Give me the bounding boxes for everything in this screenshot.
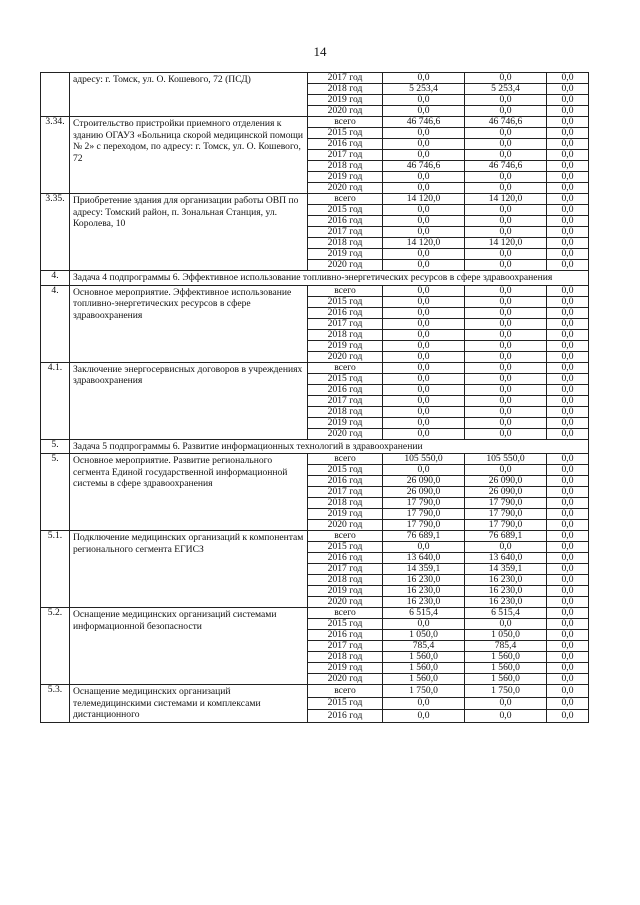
table-row (41, 685, 589, 698)
regional-budget-cell: 0,0 (465, 417, 547, 428)
regional-budget-cell: 26 090,0 (465, 487, 547, 498)
regional-budget-cell: 0,0 (465, 183, 547, 194)
year-cell: 2015 год (308, 619, 383, 630)
table-row (41, 531, 589, 542)
regional-budget-cell: 0,0 (465, 205, 547, 216)
regional-budget-cell: 0,0 (465, 428, 547, 439)
regional-budget-cell: 0,0 (465, 619, 547, 630)
total-cell: 0,0 (383, 296, 465, 307)
regional-budget-cell: 14 120,0 (465, 238, 547, 249)
item-description: Основное мероприятие. Эффективное использование топливно-энергетических ресурсов в сфере здравоохранения (70, 285, 308, 362)
total-cell: 0,0 (383, 139, 465, 150)
year-cell: 2017 год (308, 227, 383, 238)
other-cell: 0,0 (547, 205, 589, 216)
other-cell: 0,0 (547, 697, 589, 710)
year-cell: всего (308, 194, 383, 205)
total-cell: 0,0 (383, 128, 465, 139)
other-cell: 0,0 (547, 106, 589, 117)
total-cell: 0,0 (383, 542, 465, 553)
regional-budget-cell: 0,0 (465, 542, 547, 553)
year-cell: 2019 год (308, 586, 383, 597)
year-cell: всего (308, 362, 383, 373)
year-cell: всего (308, 285, 383, 296)
regional-budget-cell: 0,0 (465, 285, 547, 296)
regional-budget-cell: 0,0 (465, 373, 547, 384)
total-cell: 0,0 (383, 307, 465, 318)
total-cell: 6 515,4 (383, 608, 465, 619)
total-cell: 0,0 (383, 285, 465, 296)
other-cell: 0,0 (547, 428, 589, 439)
other-cell: 0,0 (547, 183, 589, 194)
year-cell: 2016 год (308, 384, 383, 395)
other-cell: 0,0 (547, 553, 589, 564)
table-row (41, 73, 589, 84)
total-cell: 14 120,0 (383, 238, 465, 249)
year-cell: 2018 год (308, 498, 383, 509)
item-number: 5. (41, 454, 70, 531)
total-cell: 17 790,0 (383, 520, 465, 531)
item-description: Оснащение медицинских организаций телемедицинскими системами и комплексами дистанционного (70, 685, 308, 723)
total-cell: 16 230,0 (383, 575, 465, 586)
year-cell: 2020 год (308, 428, 383, 439)
task-number: 4. (41, 271, 70, 286)
other-cell: 0,0 (547, 161, 589, 172)
other-cell: 0,0 (547, 150, 589, 161)
year-cell: 2018 год (308, 161, 383, 172)
year-cell: 2019 год (308, 663, 383, 674)
regional-budget-cell: 105 550,0 (465, 454, 547, 465)
regional-budget-cell: 0,0 (465, 73, 547, 84)
item-description: Основное мероприятие. Развитие регионального сегмента Единой государственной информационной системы в сфере здравоохранения (70, 454, 308, 531)
other-cell: 0,0 (547, 362, 589, 373)
total-cell: 1 750,0 (383, 685, 465, 698)
total-cell: 0,0 (383, 619, 465, 630)
item-description: Заключение энергосервисных договоров в учреждениях здравоохранения (70, 362, 308, 439)
regional-budget-cell: 0,0 (465, 249, 547, 260)
total-cell: 0,0 (383, 205, 465, 216)
year-cell: 2020 год (308, 674, 383, 685)
regional-budget-cell: 1 050,0 (465, 630, 547, 641)
regional-budget-cell: 13 640,0 (465, 553, 547, 564)
total-cell: 0,0 (383, 318, 465, 329)
total-cell: 16 230,0 (383, 597, 465, 608)
other-cell: 0,0 (547, 373, 589, 384)
other-cell: 0,0 (547, 296, 589, 307)
other-cell: 0,0 (547, 685, 589, 698)
total-cell: 1 050,0 (383, 630, 465, 641)
total-cell: 0,0 (383, 395, 465, 406)
table-row (41, 362, 589, 373)
regional-budget-cell: 0,0 (465, 307, 547, 318)
other-cell: 0,0 (547, 652, 589, 663)
task-row (41, 271, 589, 286)
other-cell: 0,0 (547, 454, 589, 465)
regional-budget-cell: 0,0 (465, 150, 547, 161)
task-title: Задача 4 подпрограммы 6. Эффективное использование топливно-энергетических ресурсов в сфере здравоохранения (70, 271, 589, 286)
other-cell: 0,0 (547, 216, 589, 227)
regional-budget-cell: 0,0 (465, 106, 547, 117)
regional-budget-cell: 0,0 (465, 340, 547, 351)
total-cell: 105 550,0 (383, 454, 465, 465)
year-cell: 2017 год (308, 395, 383, 406)
other-cell: 0,0 (547, 597, 589, 608)
year-cell: 2018 год (308, 238, 383, 249)
other-cell: 0,0 (547, 340, 589, 351)
table-row (41, 454, 589, 465)
total-cell: 17 790,0 (383, 509, 465, 520)
other-cell: 0,0 (547, 476, 589, 487)
regional-budget-cell: 76 689,1 (465, 531, 547, 542)
year-cell: 2017 год (308, 318, 383, 329)
other-cell: 0,0 (547, 117, 589, 128)
regional-budget-cell: 0,0 (465, 227, 547, 238)
regional-budget-cell: 0,0 (465, 465, 547, 476)
regional-budget-cell: 17 790,0 (465, 509, 547, 520)
total-cell: 14 359,1 (383, 564, 465, 575)
year-cell: 2016 год (308, 307, 383, 318)
total-cell: 0,0 (383, 227, 465, 238)
total-cell: 1 560,0 (383, 674, 465, 685)
other-cell: 0,0 (547, 329, 589, 340)
year-cell: 2018 год (308, 84, 383, 95)
item-number: 5.3. (41, 685, 70, 723)
item-description: Подключение медицинских организаций к компонентам регионального сегмента ЕГИСЗ (70, 531, 308, 608)
other-cell: 0,0 (547, 227, 589, 238)
year-cell: 2019 год (308, 95, 383, 106)
regional-budget-cell: 6 515,4 (465, 608, 547, 619)
total-cell: 0,0 (383, 106, 465, 117)
total-cell: 0,0 (383, 260, 465, 271)
other-cell: 0,0 (547, 260, 589, 271)
regional-budget-cell: 0,0 (465, 351, 547, 362)
total-cell: 0,0 (383, 95, 465, 106)
other-cell: 0,0 (547, 172, 589, 183)
other-cell: 0,0 (547, 663, 589, 674)
year-cell: 2020 год (308, 106, 383, 117)
year-cell: 2018 год (308, 406, 383, 417)
other-cell: 0,0 (547, 84, 589, 95)
total-cell: 0,0 (383, 710, 465, 723)
table-row (41, 608, 589, 619)
item-description: адресу: г. Томск, ул. О. Кошевого, 72 (ПСД) (70, 73, 308, 117)
budget-table (40, 72, 589, 723)
task-row (41, 439, 589, 454)
regional-budget-cell: 0,0 (465, 95, 547, 106)
regional-budget-cell: 16 230,0 (465, 575, 547, 586)
total-cell: 0,0 (383, 172, 465, 183)
year-cell: 2018 год (308, 329, 383, 340)
other-cell: 0,0 (547, 487, 589, 498)
total-cell: 0,0 (383, 73, 465, 84)
regional-budget-cell: 1 560,0 (465, 663, 547, 674)
item-number: 3.34. (41, 117, 70, 194)
regional-budget-cell: 0,0 (465, 296, 547, 307)
regional-budget-cell: 0,0 (465, 139, 547, 150)
year-cell: 2019 год (308, 249, 383, 260)
regional-budget-cell: 46 746,6 (465, 161, 547, 172)
other-cell: 0,0 (547, 194, 589, 205)
other-cell: 0,0 (547, 249, 589, 260)
other-cell: 0,0 (547, 520, 589, 531)
regional-budget-cell: 0,0 (465, 172, 547, 183)
total-cell: 46 746,6 (383, 161, 465, 172)
table-row (41, 194, 589, 205)
other-cell: 0,0 (547, 564, 589, 575)
total-cell: 46 746,6 (383, 117, 465, 128)
regional-budget-cell: 0,0 (465, 318, 547, 329)
other-cell: 0,0 (547, 238, 589, 249)
regional-budget-cell: 0,0 (465, 710, 547, 723)
year-cell: 2016 год (308, 553, 383, 564)
total-cell: 0,0 (383, 697, 465, 710)
regional-budget-cell: 14 359,1 (465, 564, 547, 575)
regional-budget-cell: 17 790,0 (465, 498, 547, 509)
total-cell: 1 560,0 (383, 652, 465, 663)
total-cell: 0,0 (383, 329, 465, 340)
year-cell: 2019 год (308, 509, 383, 520)
total-cell: 16 230,0 (383, 586, 465, 597)
other-cell: 0,0 (547, 509, 589, 520)
total-cell: 26 090,0 (383, 476, 465, 487)
total-cell: 5 253,4 (383, 84, 465, 95)
regional-budget-cell: 17 790,0 (465, 520, 547, 531)
total-cell: 17 790,0 (383, 498, 465, 509)
other-cell: 0,0 (547, 575, 589, 586)
year-cell: 2017 год (308, 487, 383, 498)
year-cell: всего (308, 531, 383, 542)
total-cell: 1 560,0 (383, 663, 465, 674)
item-description: Оснащение медицинских организаций системами информационной безопасности (70, 608, 308, 685)
budget-table-body (41, 73, 589, 723)
total-cell: 26 090,0 (383, 487, 465, 498)
task-title: Задача 5 подпрограммы 6. Развитие информационных технологий в здравоохранении (70, 439, 589, 454)
other-cell: 0,0 (547, 395, 589, 406)
total-cell: 0,0 (383, 373, 465, 384)
other-cell: 0,0 (547, 307, 589, 318)
year-cell: 2016 год (308, 630, 383, 641)
other-cell: 0,0 (547, 384, 589, 395)
year-cell: 2017 год (308, 73, 383, 84)
item-description: Приобретение здания для организации работы ОВП по адресу: Томский район, п. Зональная Станция, ул. Королева, 10 (70, 194, 308, 271)
other-cell: 0,0 (547, 641, 589, 652)
item-number: 5.2. (41, 608, 70, 685)
regional-budget-cell: 0,0 (465, 260, 547, 271)
item-number (41, 73, 70, 117)
year-cell: 2017 год (308, 641, 383, 652)
total-cell: 0,0 (383, 406, 465, 417)
item-number: 5.1. (41, 531, 70, 608)
year-cell: 2019 год (308, 340, 383, 351)
year-cell: 2020 год (308, 183, 383, 194)
year-cell: 2020 год (308, 520, 383, 531)
other-cell: 0,0 (547, 710, 589, 723)
regional-budget-cell: 0,0 (465, 216, 547, 227)
regional-budget-cell: 1 560,0 (465, 674, 547, 685)
year-cell: всего (308, 685, 383, 698)
other-cell: 0,0 (547, 285, 589, 296)
total-cell: 76 689,1 (383, 531, 465, 542)
total-cell: 0,0 (383, 340, 465, 351)
year-cell: 2015 год (308, 542, 383, 553)
year-cell: всего (308, 608, 383, 619)
year-cell: 2019 год (308, 417, 383, 428)
regional-budget-cell: 16 230,0 (465, 597, 547, 608)
year-cell: 2015 год (308, 465, 383, 476)
regional-budget-cell: 5 253,4 (465, 84, 547, 95)
total-cell: 0,0 (383, 362, 465, 373)
regional-budget-cell: 0,0 (465, 406, 547, 417)
year-cell: 2016 год (308, 139, 383, 150)
page-number: 14 (313, 44, 327, 59)
regional-budget-cell: 16 230,0 (465, 586, 547, 597)
total-cell: 14 120,0 (383, 194, 465, 205)
item-description: Строительство пристройки приемного отделения к зданию ОГАУЗ «Больница скорой медицинской помощи № 2» с переходом, по адресу: г. Томск, ул. О. Кошевого, 72 (70, 117, 308, 194)
total-cell: 0,0 (383, 351, 465, 362)
year-cell: всего (308, 454, 383, 465)
year-cell: 2018 год (308, 575, 383, 586)
regional-budget-cell: 0,0 (465, 362, 547, 373)
other-cell: 0,0 (547, 73, 589, 84)
regional-budget-cell: 46 746,6 (465, 117, 547, 128)
other-cell: 0,0 (547, 498, 589, 509)
regional-budget-cell: 0,0 (465, 329, 547, 340)
year-cell: 2015 год (308, 697, 383, 710)
item-number: 4.1. (41, 362, 70, 439)
regional-budget-cell: 0,0 (465, 128, 547, 139)
year-cell: 2016 год (308, 476, 383, 487)
year-cell: 2017 год (308, 150, 383, 161)
other-cell: 0,0 (547, 619, 589, 630)
total-cell: 0,0 (383, 183, 465, 194)
regional-budget-cell: 1 560,0 (465, 652, 547, 663)
year-cell: 2018 год (308, 652, 383, 663)
regional-budget-cell: 26 090,0 (465, 476, 547, 487)
regional-budget-cell: 0,0 (465, 395, 547, 406)
task-number: 5. (41, 439, 70, 454)
table-row (41, 117, 589, 128)
total-cell: 0,0 (383, 428, 465, 439)
year-cell: 2015 год (308, 128, 383, 139)
total-cell: 0,0 (383, 150, 465, 161)
other-cell: 0,0 (547, 608, 589, 619)
year-cell: 2017 год (308, 564, 383, 575)
other-cell: 0,0 (547, 630, 589, 641)
year-cell: 2020 год (308, 597, 383, 608)
other-cell: 0,0 (547, 139, 589, 150)
year-cell: 2015 год (308, 205, 383, 216)
other-cell: 0,0 (547, 351, 589, 362)
regional-budget-cell: 0,0 (465, 384, 547, 395)
total-cell: 0,0 (383, 384, 465, 395)
item-number: 4. (41, 285, 70, 362)
year-cell: 2016 год (308, 710, 383, 723)
year-cell: 2019 год (308, 172, 383, 183)
other-cell: 0,0 (547, 128, 589, 139)
other-cell: 0,0 (547, 531, 589, 542)
regional-budget-cell: 14 120,0 (465, 194, 547, 205)
regional-budget-cell: 1 750,0 (465, 685, 547, 698)
total-cell: 0,0 (383, 417, 465, 428)
total-cell: 13 640,0 (383, 553, 465, 564)
other-cell: 0,0 (547, 674, 589, 685)
total-cell: 0,0 (383, 216, 465, 227)
total-cell: 785,4 (383, 641, 465, 652)
table-row (41, 285, 589, 296)
regional-budget-cell: 785,4 (465, 641, 547, 652)
total-cell: 0,0 (383, 249, 465, 260)
other-cell: 0,0 (547, 318, 589, 329)
year-cell: всего (308, 117, 383, 128)
year-cell: 2015 год (308, 296, 383, 307)
other-cell: 0,0 (547, 542, 589, 553)
year-cell: 2015 год (308, 373, 383, 384)
regional-budget-cell: 0,0 (465, 697, 547, 710)
other-cell: 0,0 (547, 406, 589, 417)
other-cell: 0,0 (547, 586, 589, 597)
year-cell: 2020 год (308, 260, 383, 271)
other-cell: 0,0 (547, 417, 589, 428)
year-cell: 2016 год (308, 216, 383, 227)
total-cell: 0,0 (383, 465, 465, 476)
other-cell: 0,0 (547, 95, 589, 106)
year-cell: 2020 год (308, 351, 383, 362)
other-cell: 0,0 (547, 465, 589, 476)
item-number: 3.35. (41, 194, 70, 271)
